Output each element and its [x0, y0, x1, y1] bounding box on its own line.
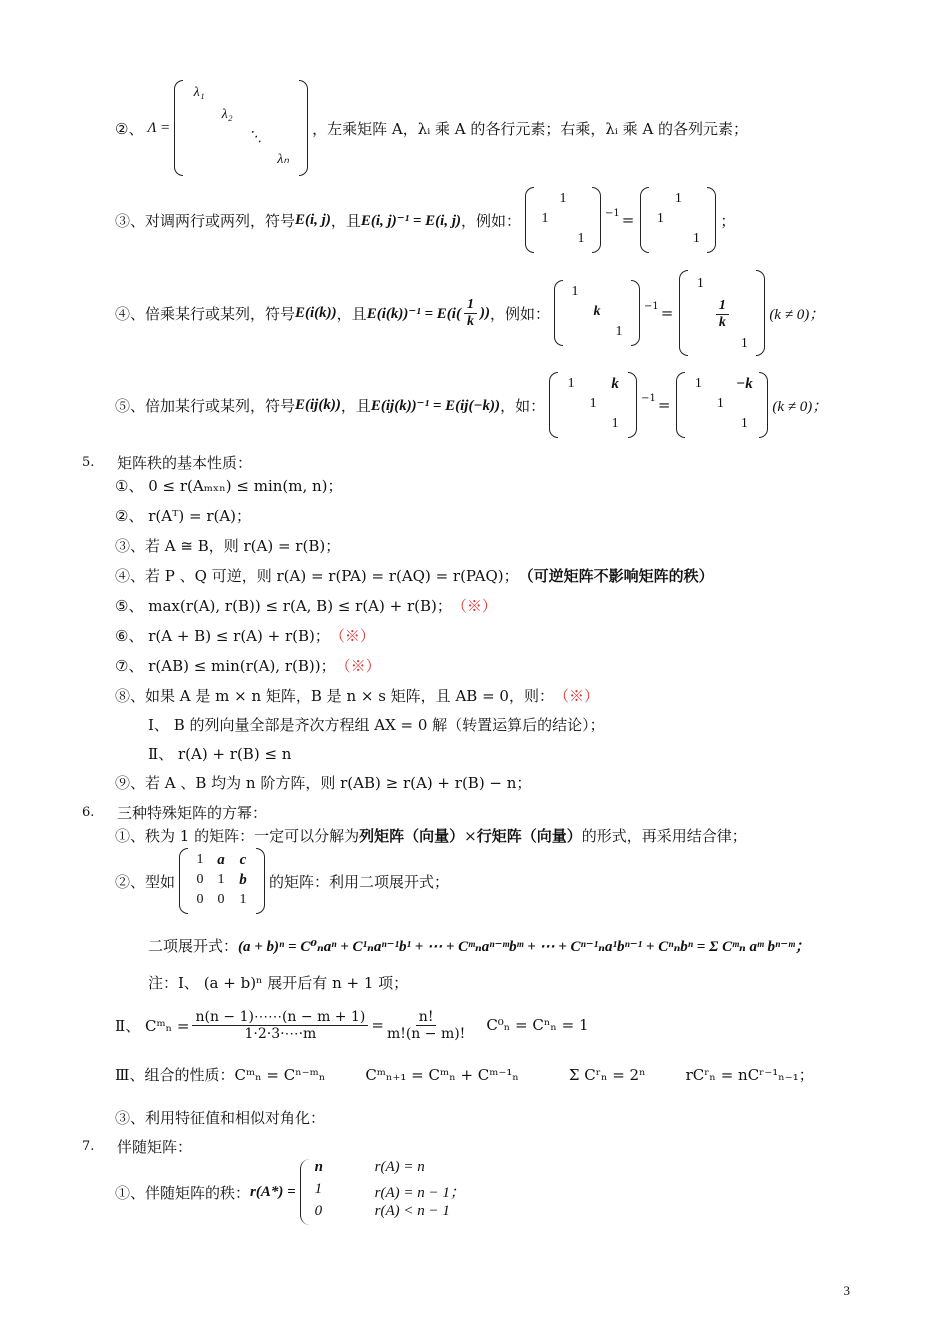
binomial-formula: (a + b)ⁿ = C⁰ₙaⁿ + C¹ₙaⁿ⁻¹b¹ + ⋯ + Cᵐₙaⁿ⁻ᵐbᵐ + ⋯ + Cⁿ⁻¹ₙa¹bⁿ⁻¹ + Cⁿₙbⁿ = Σ Cᵐₙ aᵐ bⁿ⁻ᵐ；	[238, 938, 810, 955]
item-swap-text2: ，且	[330, 211, 361, 230]
power-rank1: ①、秩为 1 的矩阵：一定可以分解为 列矩阵（向量） × 行矩阵（向量） 的形式，再采用结合律；	[115, 826, 747, 845]
item-lambda	[115, 80, 748, 176]
item-scale-cond: (k ≠ 0)；	[769, 306, 825, 323]
binomial-expansion: 二项展开式： (a + b)ⁿ = C⁰ₙaⁿ + C¹ₙaⁿ⁻¹b¹ + ⋯ + Cᵐₙaⁿ⁻ᵐbᵐ + ⋯ + Cⁿ⁻¹ₙa¹bⁿ⁻¹ + Cⁿₙbⁿ = Σ Cᵐₙ aᵐ bⁿ⁻ᵐ；	[148, 936, 810, 955]
lambda-entry: ⋱	[248, 129, 263, 145]
section-6-heading	[82, 802, 267, 823]
case-condition: r(A) < n − 1	[374, 1203, 450, 1219]
case-value: 1	[314, 1181, 323, 1197]
item-add-text1: ⑤、倍加某行或某列，符号	[115, 396, 296, 415]
rank-prop-5: ⑤、 max(r(A), r(B)) ≤ r(A, B) ≤ r(A) + r(B)； （※）	[115, 597, 497, 615]
item-add-cond: (k ≠ 0)；	[772, 398, 828, 415]
lambda-entry: λₙ	[277, 151, 289, 167]
item-swap-eq: E(i, j)⁻¹ = E(i, j)	[360, 212, 461, 229]
important-mark: （※）	[335, 657, 381, 675]
rank-prop-4: ④、若 P 、Q 可逆，则 r(A) = r(PA) = r(AQ) = r(PAQ)； （可逆矩阵不影响矩阵的秩）	[115, 567, 714, 585]
case-value: 0	[314, 1203, 323, 1219]
binomial-note-2: Ⅱ、 Cᵐₙ = $\frac{n(n - 1)\cdots\cdots(n - m + 1)}{1\cdot 2\cdot 3\cdot\cdots\cdot m}$ = $\frac{n!}{m!(n - m)!}$ C⁰ₙ = Cⁿₙ = 1	[115, 1008, 589, 1042]
lambda-entry: λ₁	[193, 85, 205, 100]
combination-properties: Ⅲ、组合的性质： Cᵐₙ = Cⁿ⁻ᵐₙ Cᵐₙ₊₁ = Cᵐₙ + Cᵐ⁻¹ₙ Σ Cʳₙ = 2ⁿ rCʳₙ = nCʳ⁻¹ₙ₋₁；	[115, 1065, 814, 1084]
power-upper-triangular: ②、型如 1 a c 0 1 b 0 0 1 的矩阵：利用二项展开式；	[115, 846, 449, 916]
rank-prop-8-i: Ⅰ、 B 的列向量全部是齐次方程组 AX = 0 解（转置运算后的结论）；	[148, 716, 605, 734]
item-swap-text3: ，例如：	[461, 211, 522, 230]
section-6-title: 三种特殊矩阵的方幂：	[117, 804, 268, 822]
swap-matrix-right: 1 1 1	[640, 187, 716, 253]
rank-prop-8: ⑧、如果 A 是 m × n 矩阵，B 是 n × s 矩阵，且 AB = 0，则： （※）	[115, 687, 599, 705]
rank-prop-2: ②、 r(Aᵀ) = r(A)；	[115, 507, 252, 525]
rank-prop-7: ⑦、 r(AB) ≤ min(r(A), r(B))； （※）	[115, 657, 381, 675]
item-add-symbol: E(ij(k))	[295, 396, 341, 413]
rank-prop-8-ii: Ⅱ、 r(A) + r(B) ≤ n	[148, 745, 292, 763]
binomial-note-1: 注：Ⅰ、 (a + b)ⁿ 展开后有 n + 1 项；	[148, 974, 409, 992]
adjugate-rank: ①、伴随矩阵的秩： r(A*) = n r(A) = n 1 r(A) = n − 1； 0 r(A) < n − 1	[115, 1157, 495, 1227]
section-5-heading	[82, 452, 252, 473]
rank-prop-1: ①、 0 ≤ r(Aₘₓₙ) ≤ min(m, n)；	[115, 477, 343, 495]
case-value: n	[314, 1159, 323, 1175]
item-lambda-text: ，左乘矩阵 A，λᵢ 乘 A 的各行元素；右乘，λᵢ 乘 A 的各列元素；	[312, 119, 749, 138]
rank-prop-6: ⑥、 r(A + B) ≤ r(A) + r(B)； （※）	[115, 627, 375, 645]
lambda-matrix	[174, 80, 308, 176]
item-swap-symbol: E(i, j)	[295, 211, 331, 228]
item-add-text2: ，且	[340, 396, 371, 415]
section-7-heading	[82, 1136, 192, 1157]
item-scale-text3: ，例如：	[489, 304, 550, 323]
section-5-number: 5.	[82, 455, 95, 470]
power-diagonalize: ③、利用特征值和相似对角化：	[115, 1109, 326, 1127]
item-swap-text1: ③、对调两行或两列，符号	[115, 211, 296, 230]
important-mark: （※）	[553, 687, 599, 705]
scale-matrix-left: 1 k 1	[554, 280, 640, 346]
section-7-title: 伴随矩阵：	[117, 1138, 193, 1156]
item-scale-text2: ，且	[336, 304, 367, 323]
item-scale-symbol: E(i(k))	[295, 304, 337, 321]
important-mark: （※）	[451, 597, 497, 615]
rank-prop-9: ⑨、若 A 、B 均为 n 阶方阵，则 r(AB) ≥ r(A) + r(B) − n；	[115, 774, 532, 792]
item-scale-eqend: ))	[479, 304, 490, 321]
section-7-number: 7.	[82, 1139, 95, 1154]
item-scale: ④、倍乘某行或某列，符号 E(i(k)) ，且 E(i(k))⁻¹ = E(i( $\frac{1}{k}$ )) ，例如： 1 k 1 −1 = 1 $\frac{1}{k}$ 1 (k ≠ 0)；	[115, 268, 824, 358]
item-scale-text1: ④、倍乘某行或某列，符号	[115, 304, 296, 323]
page-number: 3	[843, 1283, 850, 1298]
rank-prop-4-note: （可逆矩阵不影响矩阵的秩）	[518, 567, 714, 585]
lambda-symbol: Λ =	[147, 119, 171, 136]
section-5-title: 矩阵秩的基本性质：	[117, 454, 253, 472]
important-mark: （※）	[329, 627, 375, 645]
item-add-text3: ，如：	[500, 396, 546, 415]
item-add-eq: E(ij(k))⁻¹ = E(ij(−k))	[370, 397, 501, 414]
add-matrix-right: 1 −k 1 1	[676, 372, 768, 438]
item-swap-end: ；	[720, 211, 736, 230]
rank-prop-3: ③、若 A ≅ B，则 r(A) = r(B)；	[115, 537, 341, 555]
add-matrix-left: 1 k 1 1	[549, 372, 637, 438]
item-swap: ③、对调两行或两列，符号 E(i, j) ，且 E(i, j)⁻¹ = E(i, j) ，例如： 1 1 1 −1 = 1 1 1 ；	[115, 185, 735, 255]
item-add: ⑤、倍加某行或某列，符号 E(ij(k)) ，且 E(ij(k))⁻¹ = E(ij(−k)) ，如： 1 k 1 1 −1 = 1 −k 1 1 (k ≠ 0)；	[115, 370, 827, 440]
case-condition: r(A) = n	[374, 1159, 425, 1175]
case-condition: r(A) = n − 1；	[374, 1185, 465, 1201]
section-6-number: 6.	[82, 805, 95, 820]
swap-matrix-left: 1 1 1	[525, 187, 601, 253]
lambda-entry: λ₂	[221, 107, 233, 122]
item-scale-eq: E(i(k))⁻¹ = E(i(	[366, 305, 461, 322]
upper-triangular-matrix: 1 a c 0 1 b 0 0 1	[179, 848, 265, 914]
item-lambda-num: ②、	[115, 119, 144, 138]
scale-matrix-right: 1 $\frac{1}{k}$ 1	[679, 270, 765, 356]
